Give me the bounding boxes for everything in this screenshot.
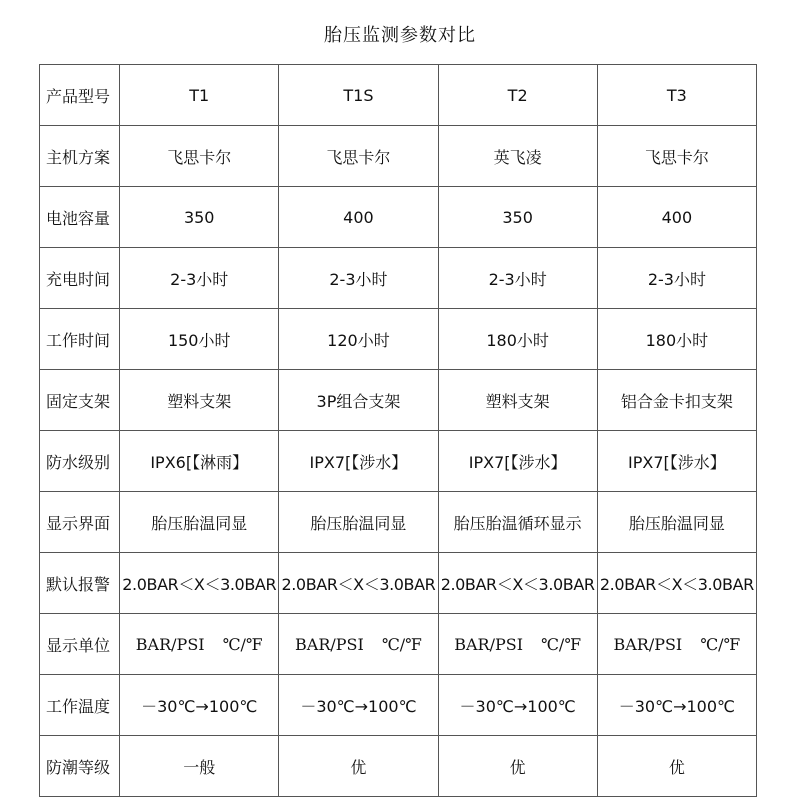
table-cell: 飞思卡尔 xyxy=(597,126,756,187)
table-row xyxy=(40,431,757,492)
temperature-unit: ℃/℉ xyxy=(541,634,582,654)
table-cell: 胎压胎温同显 xyxy=(597,492,756,553)
pressure-unit: BAR/PSI xyxy=(135,634,205,654)
pressure-unit: BAR/PSI xyxy=(295,634,364,654)
table-cell: 400 xyxy=(597,187,756,248)
row-label: 默认报警 xyxy=(40,553,120,614)
table-cell: 飞思卡尔 xyxy=(120,126,279,187)
model-t1: T1 xyxy=(120,65,279,126)
table-cell: 铝合金卡扣支架 xyxy=(597,370,756,431)
table-cell: 2-3小时 xyxy=(438,248,597,309)
row-label: 固定支架 xyxy=(40,370,120,431)
table-cell: －30℃→100℃ xyxy=(597,675,756,736)
table-row xyxy=(40,675,757,736)
table-cell: 优 xyxy=(279,736,438,797)
table-cell xyxy=(120,614,279,675)
table-cell: 350 xyxy=(438,187,597,248)
table-row xyxy=(40,309,757,370)
table-cell xyxy=(279,614,438,675)
table-header-row xyxy=(40,65,757,126)
pressure-unit: BAR/PSI xyxy=(613,634,683,654)
table-cell: 2.0BAR＜X＜3.0BAR xyxy=(279,553,438,614)
table-row xyxy=(40,248,757,309)
table-row xyxy=(40,370,757,431)
model-t3: T3 xyxy=(597,65,756,126)
model-t2: T2 xyxy=(438,65,597,126)
table-cell: 胎压胎温循环显示 xyxy=(438,492,597,553)
row-label: 电池容量 xyxy=(40,187,120,248)
table-cell: 2-3小时 xyxy=(279,248,438,309)
row-label: 工作时间 xyxy=(40,309,120,370)
row-label: 显示单位 xyxy=(40,614,120,675)
page-title: 胎压监测参数对比 xyxy=(324,25,476,46)
table-row xyxy=(40,553,757,614)
table-cell: 一般 xyxy=(120,736,279,797)
comparison-table xyxy=(39,64,757,797)
row-label: 充电时间 xyxy=(40,248,120,309)
table-cell: －30℃→100℃ xyxy=(279,675,438,736)
temperature-unit: ℃/℉ xyxy=(381,634,422,654)
table-cell: 400 xyxy=(279,187,438,248)
table-cell: 优 xyxy=(438,736,597,797)
table-row xyxy=(40,187,757,248)
row-label: 显示界面 xyxy=(40,492,120,553)
table-cell xyxy=(438,614,597,675)
temperature-unit: ℃/℉ xyxy=(222,634,263,654)
table-cell: －30℃→100℃ xyxy=(438,675,597,736)
row-label: 防潮等级 xyxy=(40,736,120,797)
table-cell: －30℃→100℃ xyxy=(120,675,279,736)
row-label: 工作温度 xyxy=(40,675,120,736)
table-cell: 3P组合支架 xyxy=(279,370,438,431)
table-cell: 2.0BAR＜X＜3.0BAR xyxy=(120,553,279,614)
pressure-unit: BAR/PSI xyxy=(454,634,524,654)
table-cell: IPX6[【淋雨】 xyxy=(120,431,279,492)
table-cell: 350 xyxy=(120,187,279,248)
table-cell: 飞思卡尔 xyxy=(279,126,438,187)
row-label: 主机方案 xyxy=(40,126,120,187)
table-cell: 胎压胎温同显 xyxy=(279,492,438,553)
row-label: 防水级别 xyxy=(40,431,120,492)
table-cell xyxy=(597,614,756,675)
table-cell: 150小时 xyxy=(120,309,279,370)
table-row xyxy=(40,126,757,187)
table-cell: 优 xyxy=(597,736,756,797)
table-row xyxy=(40,492,757,553)
temperature-unit: ℃/℉ xyxy=(700,634,741,654)
table-cell: IPX7[【涉水】 xyxy=(438,431,597,492)
table-row xyxy=(40,614,757,675)
table-cell: 180小时 xyxy=(438,309,597,370)
table-cell: 英飞凌 xyxy=(438,126,597,187)
table-cell: IPX7[【涉水】 xyxy=(597,431,756,492)
table-cell: 2-3小时 xyxy=(597,248,756,309)
model-t1s: T1S xyxy=(279,65,438,126)
table-cell: 120小时 xyxy=(279,309,438,370)
table-cell: 180小时 xyxy=(597,309,756,370)
table-cell: 塑料支架 xyxy=(120,370,279,431)
table-cell: 2.0BAR＜X＜3.0BAR xyxy=(597,553,756,614)
table-cell: 胎压胎温同显 xyxy=(120,492,279,553)
table-cell: IPX7[【涉水】 xyxy=(279,431,438,492)
table-row xyxy=(40,736,757,797)
table-cell: 2.0BAR＜X＜3.0BAR xyxy=(438,553,597,614)
table-cell: 2-3小时 xyxy=(120,248,279,309)
table-cell: 塑料支架 xyxy=(438,370,597,431)
row-label: 产品型号 xyxy=(40,65,120,126)
